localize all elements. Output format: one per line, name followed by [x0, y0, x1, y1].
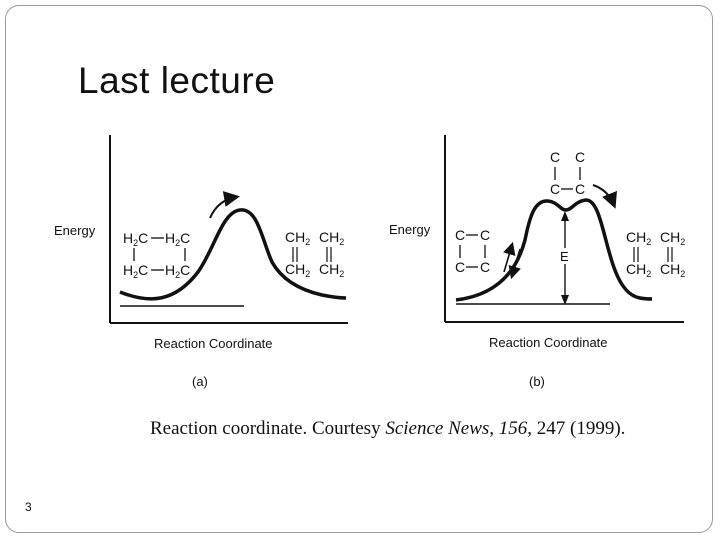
panel-a-x-label: Reaction Coordinate: [154, 336, 273, 351]
panel-b-x-label: Reaction Coordinate: [489, 335, 608, 350]
svg-text:CH2: $CH_2$: [626, 261, 652, 279]
panel-b-reverse-arrow: [512, 249, 520, 276]
panel-b-y-label: Energy: [389, 222, 431, 237]
panel-b: [389, 135, 685, 389]
svg-text:H2C: $H_2C$: [123, 230, 149, 248]
panel-b-direction-arrow: [593, 185, 614, 205]
panel-a-label: (a): [192, 374, 208, 389]
svg-text:CH2: $CH_2$: [285, 261, 311, 279]
panel-b-transition-state: [550, 149, 585, 197]
svg-text:H2C: $H_2C$: [123, 262, 149, 280]
svg-text:CH2: $CH_2$: [319, 229, 345, 247]
caption-suffix: , 247 (1999).: [527, 418, 626, 439]
caption-source: Science News, 156: [385, 418, 528, 439]
panel-b-barrier-label: E: [560, 249, 569, 264]
slide-title: Last lecture: [78, 60, 276, 101]
svg-text:H2C: $H_2C$: [165, 262, 191, 280]
figure-caption: [150, 418, 625, 440]
panel-a-product: [285, 229, 344, 279]
svg-text:H2C: $H_2C$: [165, 230, 191, 248]
svg-text:CH2: $CH_2$: [626, 229, 652, 247]
svg-text:CH2: $CH_2$: [660, 261, 686, 279]
panel-b-label: (b): [529, 374, 545, 389]
panel-a-reactant: [123, 230, 190, 280]
panel-b-product: [626, 229, 685, 279]
page-number: 3: [25, 500, 32, 514]
svg-text:CH2: $CH_2$: [285, 229, 311, 247]
panel-a: [54, 135, 348, 389]
panel-a-energy-curve: [120, 210, 346, 299]
svg-text:C: C: [455, 227, 466, 243]
svg-text:C: C: [480, 259, 491, 275]
svg-text:CH2: $CH_2$: [660, 229, 686, 247]
panel-a-y-label: Energy: [54, 223, 96, 238]
panel-b-reactant: [455, 227, 490, 275]
svg-text:C: C: [550, 149, 561, 165]
svg-text:C: C: [455, 259, 466, 275]
svg-text:C: C: [480, 227, 491, 243]
caption-prefix: Reaction coordinate. Courtesy: [150, 418, 386, 439]
svg-text:C: C: [550, 181, 561, 197]
barrier-arrow-top-head: [561, 211, 569, 221]
svg-text:CH2: $CH_2$: [319, 261, 345, 279]
svg-text:C: C: [575, 181, 586, 197]
svg-text:C: C: [575, 149, 586, 165]
